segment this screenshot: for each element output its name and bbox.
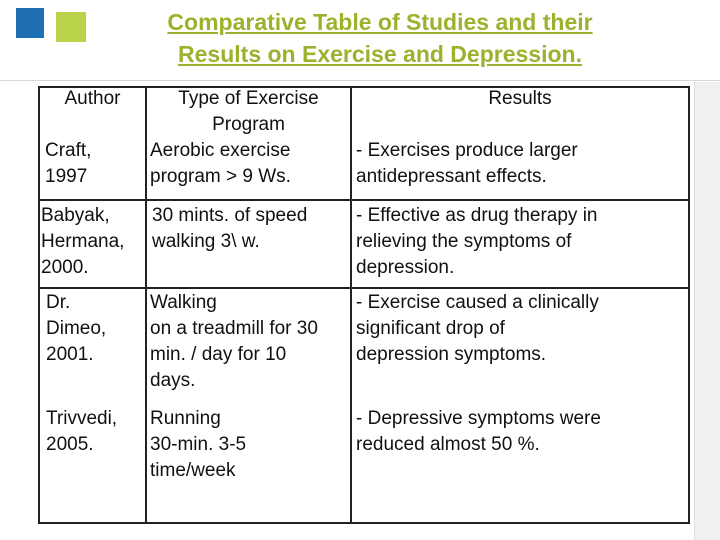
logo-blue-square xyxy=(16,8,44,38)
right-margin-bar xyxy=(694,82,720,540)
table-divider-row1 xyxy=(38,199,690,201)
row2-type xyxy=(152,203,307,255)
row1-author-line: Craft, xyxy=(45,140,92,161)
title-line-1: Comparative Table of Studies and their xyxy=(167,9,593,35)
row2-results-line: relieving the symptoms of xyxy=(356,231,572,252)
row4-author-line: 2005. xyxy=(46,434,94,455)
page-title xyxy=(100,6,660,70)
row3-author-line: Dr. xyxy=(46,292,71,313)
row1-author-line: 1997 xyxy=(45,166,88,187)
header-results xyxy=(352,86,688,112)
row4-type-line: 30-min. 3-5 xyxy=(150,434,247,455)
row3-results-line: - Exercise caused a clinically xyxy=(356,292,599,313)
table-border-left xyxy=(38,86,40,524)
row2-author-line: 2000. xyxy=(41,257,89,278)
row3-author xyxy=(46,290,106,368)
row1-results-line: antidepressant effects. xyxy=(356,166,547,187)
row1-type xyxy=(150,138,291,190)
logo-green-square xyxy=(56,12,86,42)
row2-author-line: Hermana, xyxy=(41,231,125,252)
row1-results-line: - Exercises produce larger xyxy=(356,140,578,161)
row4-results xyxy=(356,406,601,458)
row3-type-line: on a treadmill for 30 xyxy=(150,318,318,339)
header-type-line-1: Type of Exercise xyxy=(178,88,319,109)
row3-type-line: min. / day for 10 xyxy=(150,344,287,365)
row3-results-line: depression symptoms. xyxy=(356,344,547,365)
row4-author-line: Trivvedi, xyxy=(46,408,118,429)
row3-results-line: significant drop of xyxy=(356,318,505,339)
row1-type-line: Aerobic exercise xyxy=(150,140,291,161)
header-results-label: Results xyxy=(488,88,552,109)
row2-type-line: 30 mints. of speed xyxy=(152,205,308,226)
row2-author xyxy=(41,203,124,281)
header-author-label: Author xyxy=(64,88,121,109)
logo xyxy=(0,0,100,60)
table-border-right xyxy=(688,86,690,524)
table-divider-col1 xyxy=(145,86,147,524)
row4-type-line: Running xyxy=(150,408,221,429)
header-type xyxy=(147,86,350,138)
title-line-2: Results on Exercise and Depression. xyxy=(178,41,582,67)
row2-type-line: walking 3\ w. xyxy=(152,231,260,252)
table-divider-col2 xyxy=(350,86,352,524)
row2-results xyxy=(356,203,598,281)
row3-type-line: days. xyxy=(150,370,196,391)
header-divider xyxy=(0,80,720,81)
row3-type-line: Walking xyxy=(150,292,217,313)
row4-type xyxy=(150,406,246,484)
row2-author-line: Babyak, xyxy=(41,205,110,226)
row2-results-line: depression. xyxy=(356,257,455,278)
table-divider-row2 xyxy=(38,287,690,289)
table-border-bottom xyxy=(38,522,690,524)
row1-author xyxy=(45,138,91,190)
row3-author-line: 2001. xyxy=(46,344,94,365)
row3-type xyxy=(150,290,318,394)
row4-type-line: time/week xyxy=(150,460,236,481)
row2-results-line: - Effective as drug therapy in xyxy=(356,205,598,226)
header-author xyxy=(40,86,145,112)
row1-results xyxy=(356,138,578,190)
header-type-line-2: Program xyxy=(212,114,285,135)
row4-results-line: reduced almost 50 %. xyxy=(356,434,540,455)
row4-author xyxy=(46,406,117,458)
row3-results xyxy=(356,290,599,368)
row4-results-line: - Depressive symptoms were xyxy=(356,408,601,429)
row3-author-line: Dimeo, xyxy=(46,318,107,339)
row1-type-line: program > 9 Ws. xyxy=(150,166,291,187)
